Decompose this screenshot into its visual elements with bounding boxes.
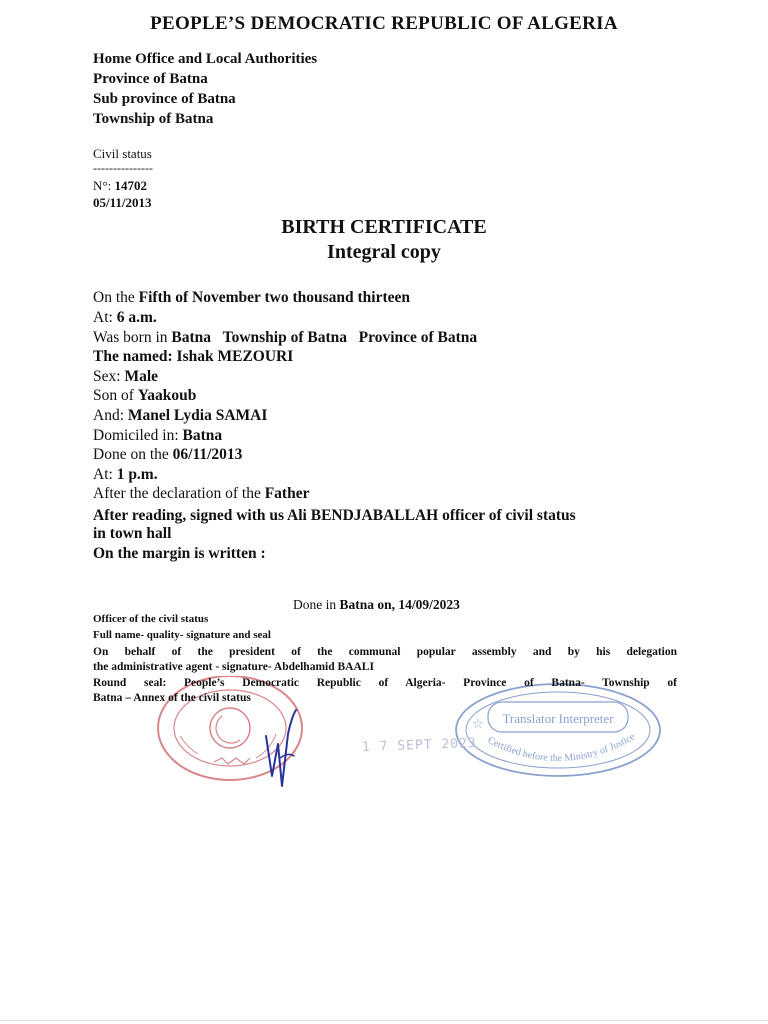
footer-seal-line-2: Batna – Annex of the civil status — [93, 692, 251, 704]
entry-date — [93, 289, 410, 307]
civil-status-divider: --------------- — [93, 161, 153, 175]
footer-behalf-line-1: On behalf of the president of the communal popular assembly and by his delegation — [93, 646, 677, 658]
document-subtitle: Integral copy — [327, 241, 441, 263]
done-in-label: Done in — [293, 597, 340, 612]
entry-name-value: Ishak MEZOURI — [176, 348, 294, 365]
registry-number-label: N°: — [93, 178, 115, 193]
entry-time — [93, 309, 157, 327]
authority-line-ministry: Home Office and Local Authorities — [93, 51, 318, 67]
entry-time-label: At: — [93, 309, 117, 326]
footer-officer: Officer of the civil status — [93, 613, 209, 625]
entry-sex — [93, 368, 158, 386]
authority-line-township: Township of Batna — [93, 111, 214, 127]
entry-done-time-label: At: — [93, 466, 117, 483]
footer-behalf-line-2: the administrative agent - signature- Abdelhamid BAALI — [93, 661, 374, 673]
entry-declaration-label: After the declaration of the — [93, 485, 265, 502]
entry-sex-label: Sex: — [93, 368, 125, 385]
entry-father — [93, 387, 196, 405]
civil-status-label: Civil status — [93, 146, 152, 161]
document-title: BIRTH CERTIFICATE — [281, 216, 487, 238]
authority-line-subprovince: Sub province of Batna — [93, 91, 236, 107]
entry-done-time — [93, 466, 158, 484]
entry-done-time-value: 1 p.m. — [116, 466, 158, 483]
registry-number — [93, 178, 147, 194]
entry-mother — [93, 407, 267, 425]
entry-birthplace-label: Was born in — [93, 329, 172, 346]
date-stamp: 1 7 SEPT 2023 — [361, 736, 477, 755]
entry-time-value: 6 a.m. — [116, 309, 157, 326]
done-in-value: Batna on, 14/09/2023 — [339, 597, 460, 612]
entry-mother-label: And: — [93, 407, 128, 424]
entry-birthplace-city: Batna — [171, 329, 212, 346]
entry-done-date-label: Done on the — [93, 446, 173, 463]
entry-name — [93, 348, 293, 366]
entry-mother-value: Manel Lydia SAMAI — [127, 407, 268, 424]
entry-date-value: Fifth of November two thousand thirteen — [138, 289, 411, 306]
entry-date-label: On the — [93, 289, 139, 306]
done-in-line — [293, 597, 460, 613]
entry-birthplace — [93, 329, 477, 347]
page-bottom-edge — [0, 1020, 768, 1021]
country-title: PEOPLE’S DEMOCRATIC REPUBLIC OF ALGERIA — [150, 13, 618, 34]
registry-number-value: 14702 — [114, 178, 147, 193]
entry-sex-value: Male — [124, 368, 159, 385]
registry-date: 05/11/2013 — [93, 195, 152, 210]
entry-domicile-value: Batna — [182, 427, 223, 444]
entry-declaration — [93, 485, 309, 503]
entry-declaration-value: Father — [264, 485, 310, 502]
entry-father-value: Yaakoub — [137, 387, 197, 404]
entry-name-label: The named: — [93, 348, 177, 365]
entry-reading-line-1: After reading, signed with us Ali BENDJABALLAH officer of civil status — [93, 507, 576, 524]
entry-father-label: Son of — [93, 387, 138, 404]
entry-domicile — [93, 427, 222, 445]
entry-domicile-label: Domiciled in: — [93, 427, 183, 444]
svg-text:☆: ☆ — [472, 717, 484, 732]
entry-birthplace-township: Township of Batna — [222, 329, 347, 346]
translator-stamp-text: Translator Interpreter — [502, 711, 614, 726]
authority-line-province: Province of Batna — [93, 71, 208, 87]
translator-stamp-blue — [452, 680, 664, 780]
footer-seal-line-1: Round seal: People’s Democratic Republic of Algeria- Province of Batna- Township of — [93, 677, 677, 689]
footer-fullname: Full name- quality- signature and seal — [93, 629, 271, 641]
ministry-stamp-text: Certified before the Ministry of Justice — [485, 731, 638, 765]
handwritten-signature — [258, 706, 308, 792]
entry-done-date-value: 06/11/2013 — [172, 446, 243, 463]
entry-margin: On the margin is written : — [93, 545, 266, 562]
entry-reading-line-2: in town hall — [93, 525, 172, 542]
entry-birthplace-province: Province of Batna — [358, 329, 478, 346]
entry-done-date — [93, 446, 242, 464]
